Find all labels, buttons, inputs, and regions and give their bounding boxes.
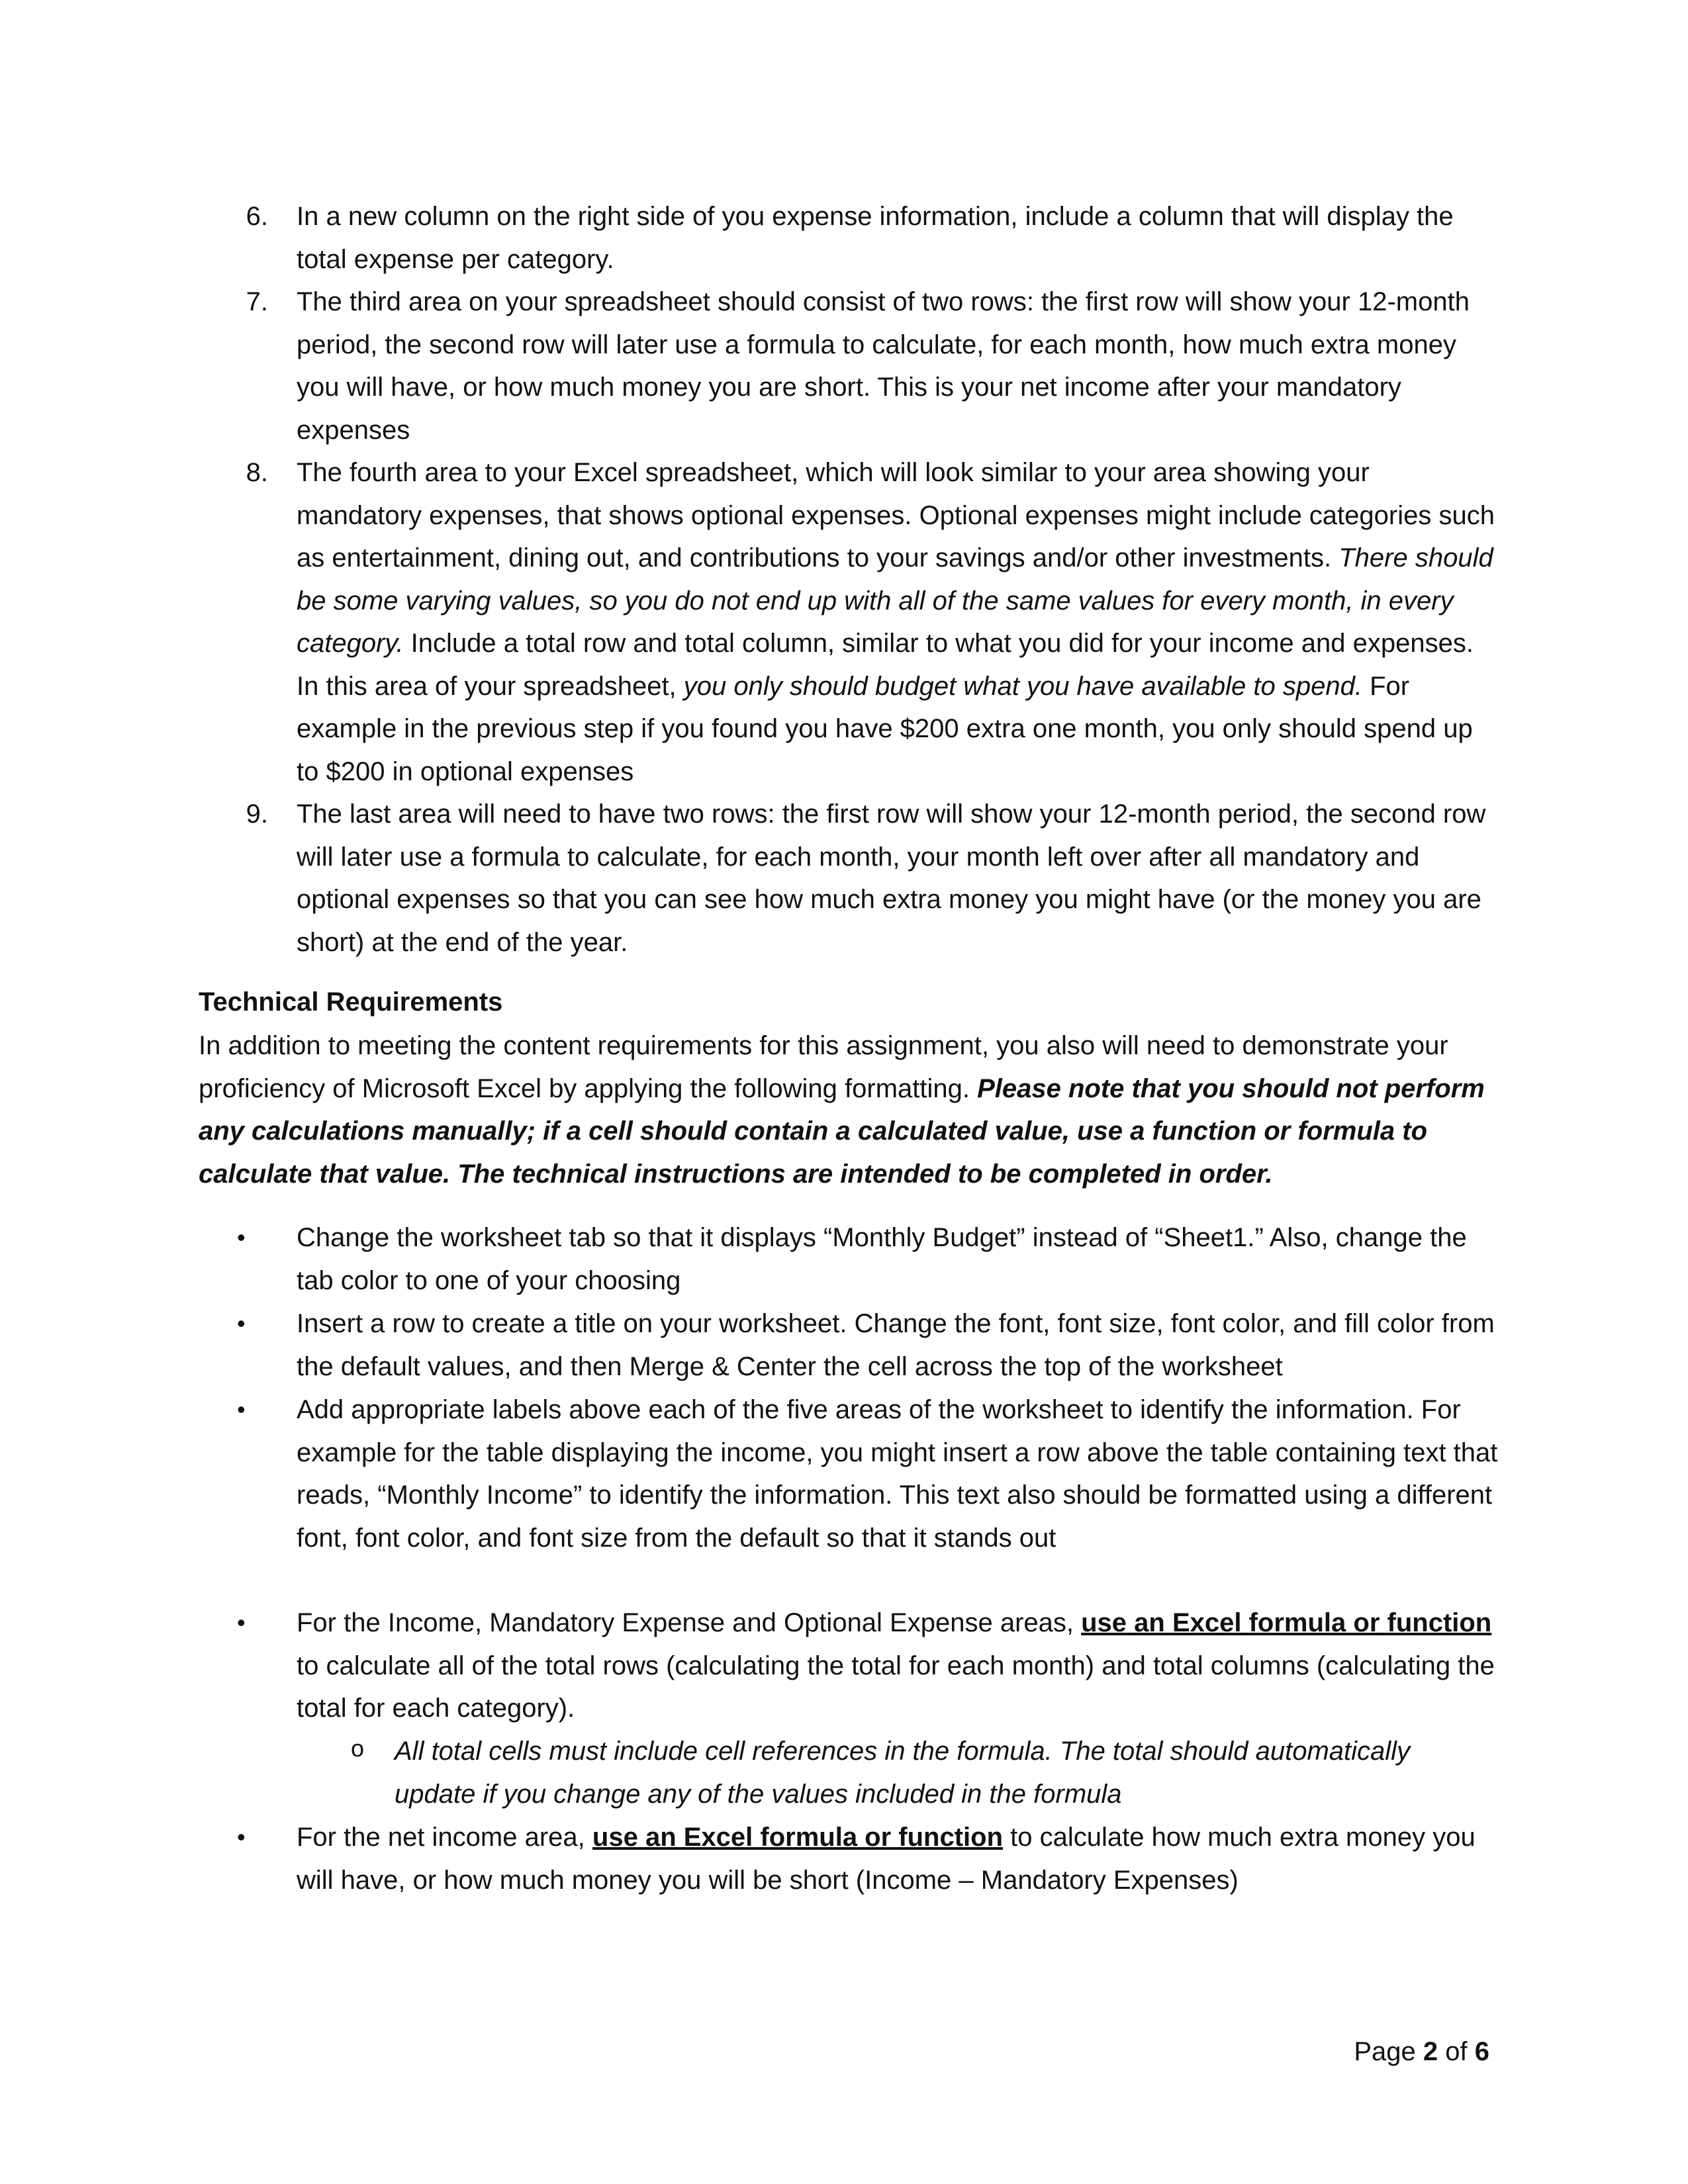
intro-text: In addition to meeting the content requirements for this assignment, you also will need to demonstrate your proficiency of Microsoft Excel by applying the following formatting. [199,1031,1448,1103]
item-text: The third area on your spreadsheet should consist of two rows: the first row will show your 12-month period, the second row will later use a formula to calculate, for each month, how much extra money you will have, or how much money you are short. This is your net income after your mandatory expenses [297,287,1470,445]
section-heading: Technical Requirements [199,987,503,1017]
intro-emphasis: Please note that you should not perform any calculations manually; if a cell should contain a calculated value, use a function or formula to calculate that value. The technical instructions are intended to be completed in order. [199,1073,1485,1189]
formula-emphasis: use an Excel formula or function [592,1823,1004,1852]
bullet-icon: • [237,1823,246,1850]
item-text-part: Include a total row and total column, similar to what you did for your income and expenses. In this area of your spreadsheet, [297,629,1474,701]
bullet-text-part: to calculate all of the total rows (calculating the total for each month) and total columns (calculating the total for each category). [297,1651,1495,1723]
page-footer [1354,2030,1489,2073]
bullet-icon: • [237,1396,246,1423]
sub-bullet-text: All total cells must include cell references in the formula. The total should automatically update if you change any of the values included in the formula [395,1737,1411,1809]
section-intro [199,1024,1496,1195]
bullet-text [297,1602,1508,1730]
bullet-text-part: For the Income, Mandatory Expense and Optional Expense areas, [297,1608,1082,1637]
bullet-icon: • [237,1310,246,1337]
item-text [297,451,1501,793]
bullet-icon: • [237,1609,246,1636]
page-number: 2 [1423,2037,1438,2066]
page-label: Page [1354,2037,1423,2066]
item-italic-note: you only should budget what you have available to spend. [683,671,1362,701]
formula-emphasis: use an Excel formula or function [1081,1608,1492,1637]
item-number: 7. [246,287,268,316]
bullet-text-part: to calculate how much extra money you will have, or how much money you will be short (Income – Mandatory Expenses) [297,1823,1476,1895]
bullet-text [297,1816,1508,1901]
item-number: 9. [246,799,268,829]
sub-bullet-icon: o [351,1735,365,1762]
item-text-part: The fourth area to your Excel spreadsheet, which will look similar to your area showing your mandatory expenses, that shows optional expenses. Optional expenses might include categories such as entertainment, dining out, and contributions to your savings and/or other investments. [297,458,1495,572]
item-text: The last area will need to have two rows: the first row will show your 12-month period, the second row will later use a formula to calculate, for each month, your month left over after all mandatory and optional expenses so that you can see how much extra money you might have (or the money you are short) at the end of the year. [297,799,1486,957]
item-number: 8. [246,458,268,487]
bullet-icon: • [237,1224,246,1251]
item-text: In a new column on the right side of you expense information, include a column that will display the total expense per category. [297,202,1454,274]
bullet-text: Insert a row to create a title on your worksheet. Change the font, font size, font color, and fill color from the default values, and then Merge & Center the cell across the top of the worksheet [297,1309,1495,1381]
total-pages: 6 [1474,2037,1489,2066]
of-label: of [1438,2037,1475,2066]
item-text-part: For example in the previous step if you found you have $200 extra one month, you only should spend up to $200 in optional expenses [297,671,1473,786]
item-italic-note: There should be some varying values, so you do not end up with all of the same values for every month, in every category. [297,543,1493,658]
item-number: 6. [246,202,268,231]
bullet-text-part: For the net income area, [297,1823,592,1852]
bullet-text: Add appropriate labels above each of the five areas of the worksheet to identify the information. For example for the table displaying the income, you might insert a row above the table containing text that reads, “Monthly Income” to identify the information. This text also should be formatted using a different font, font color, and font size from the default so that it stands out [297,1395,1498,1553]
bullet-text: Change the worksheet tab so that it displays “Monthly Budget” instead of “Sheet1.” Also, change the tab color to one of your choosing [297,1223,1467,1295]
